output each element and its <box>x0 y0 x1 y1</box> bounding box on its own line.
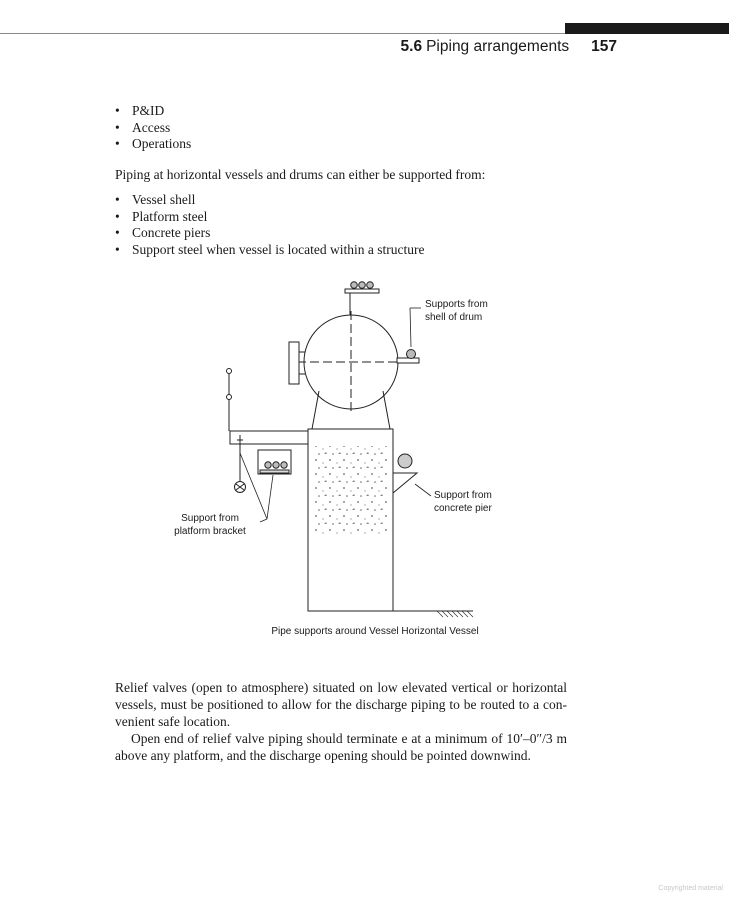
paragraph: Open end of relief valve piping should terminate e at a minimum of 10′–0″/3 m above any platform, and the discharge opening should be pointed downwind. <box>115 731 567 763</box>
body-text <box>115 679 567 764</box>
label-line: shell of drum <box>425 311 483 323</box>
label-line: Support from <box>434 490 492 501</box>
top-rule <box>0 33 565 34</box>
list-item: • Access <box>115 120 191 137</box>
label-line: Support from <box>181 513 239 524</box>
paragraph: Relief valves (open to atmosphere) situated on low elevated vertical or horizontal vessels, must be positioned to allow for the discharge piping to be routed to a con-venient safe location. <box>115 680 567 729</box>
section-number: 5.6 <box>400 38 423 55</box>
label-line: platform bracket <box>174 525 246 537</box>
intro-paragraph: Piping at horizontal vessels and drums can either be supported from: <box>115 167 486 182</box>
label-shell-supports <box>425 299 488 324</box>
header-bar <box>565 23 729 34</box>
label-bracket-support <box>165 513 255 538</box>
list-item: • Concrete piers <box>115 225 424 242</box>
label-line: Supports from <box>425 299 488 310</box>
section-title: Piping arrangements <box>426 38 570 55</box>
list-item: • Support steel when vessel is located within a structure <box>115 242 424 259</box>
list-item: • P&ID <box>115 103 191 120</box>
page-number: 157 <box>591 38 617 55</box>
copyright-notice: Copyrighted material <box>658 885 723 892</box>
list-item: • Operations <box>115 136 191 153</box>
figure-caption: Pipe supports around Vessel Horizontal Vessel <box>271 626 479 637</box>
vessel-support-figure <box>174 275 515 645</box>
label-line: concrete pier <box>434 502 492 514</box>
list-item: • Platform steel <box>115 209 424 226</box>
bullet-list-supports <box>115 192 424 258</box>
running-head <box>401 38 617 56</box>
bullet-list-topics <box>115 103 191 153</box>
vessel-drawing <box>215 275 515 645</box>
label-pier-support <box>434 490 492 515</box>
list-item: • Vessel shell <box>115 192 424 209</box>
